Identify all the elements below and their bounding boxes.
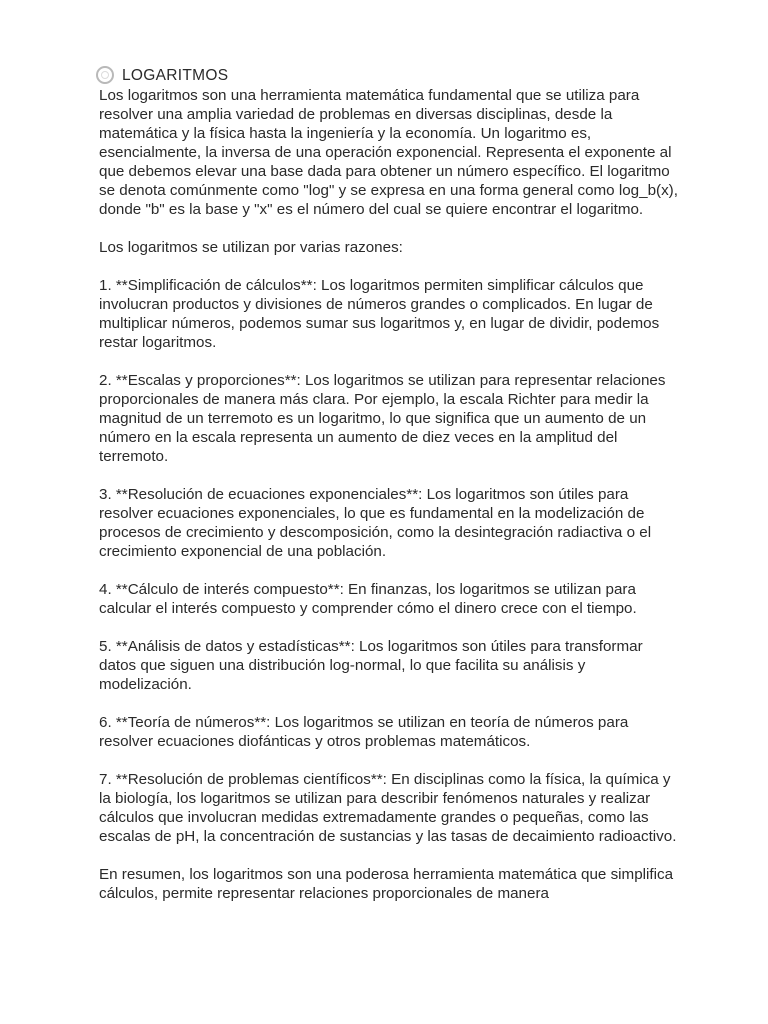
paragraph-gap [99,561,679,580]
paragraph-intro: Los logaritmos son una herramienta matemática fundamental que se utiliza para resolver una amplia variedad de problemas en diversas disciplinas, desde la matemática y la física hasta la ingeniería y la economía. Un logaritmo es, esencialmente, la inversa de una operación exponencial. Representa el exponente al que debemos elevar una base dada para obtener un número específico. El logaritmo se denota comúnmente como "log" y se expresa en una forma general como log_b(x), donde "b" es la base y "x" es el número del cual se quiere encontrar el logaritmo. [99,87,683,218]
list-item-4: 4. **Cálculo de interés compuesto**: En finanzas, los logaritmos se utilizan para calcular el interés compuesto y comprender cómo el dinero crece con el tiempo. [99,581,641,617]
list-item-2: 2. **Escalas y proporciones**: Los logaritmos se utilizan para representar relaciones proporcionales de manera más clara. Por ejemplo, la escala Richter para medir la magnitud de un terremoto es un logaritmo, lo que significa que un aumento de un número en la escala representa un aumento de diez veces en la amplitud del terremoto. [99,372,670,465]
paragraph-gap [99,618,679,637]
note-page [99,64,683,903]
paragraph-summary: En resumen, los logaritmos son una poderosa herramienta matemática que simplifica cálculos, permite representar relaciones proporcionales de manera [99,866,678,902]
list-item-1: 1. **Simplificación de cálculos**: Los logaritmos permiten simplificar cálculos que involucran productos y divisiones de números grandes o complicados. En lugar de multiplicar números, podemos sumar sus logaritmos y, en lugar de dividir, podemos restar logaritmos. [99,277,664,351]
note-title: LOGARITMOS [122,66,229,84]
paragraph-gap [99,694,679,713]
list-item-5: 5. **Análisis de datos y estadísticas**: Los logaritmos son útiles para transformar datos que siguen una distribución log-normal, lo que facilita su análisis y modelización. [99,638,647,693]
list-item-7: 7. **Resolución de problemas científicos**: En disciplinas como la física, la química y la biología, los logaritmos se utilizan para describir fenómenos naturales y realizar cálculos que involucran medidas extremadamente grandes o pequeñas, como las escalas de pH, la concentración de sustancias y las tasas de decaimiento radioactivo. [99,771,677,845]
note-title-row [96,64,679,86]
list-item-3: 3. **Resolución de ecuaciones exponenciales**: Los logaritmos son útiles para resolver ecuaciones exponenciales, lo que es fundamental en la modelización de procesos de crecimiento y descomposición, como la desintegración radiactiva o el crecimiento exponencial de una población. [99,486,656,560]
list-item-6: 6. **Teoría de números**: Los logaritmos se utilizan en teoría de números para resolver ecuaciones diofánticas y otros problemas matemáticos. [99,714,633,750]
paragraph-gap [99,219,679,238]
paragraph-gap [99,466,679,485]
paragraph-gap [99,751,679,770]
circle-checkbox-icon[interactable] [96,66,114,84]
paragraph-gap [99,352,679,371]
paragraph-gap [99,846,679,865]
paragraph-gap [99,257,679,276]
paragraph-reasons-heading: Los logaritmos se utilizan por varias razones: [99,239,403,256]
